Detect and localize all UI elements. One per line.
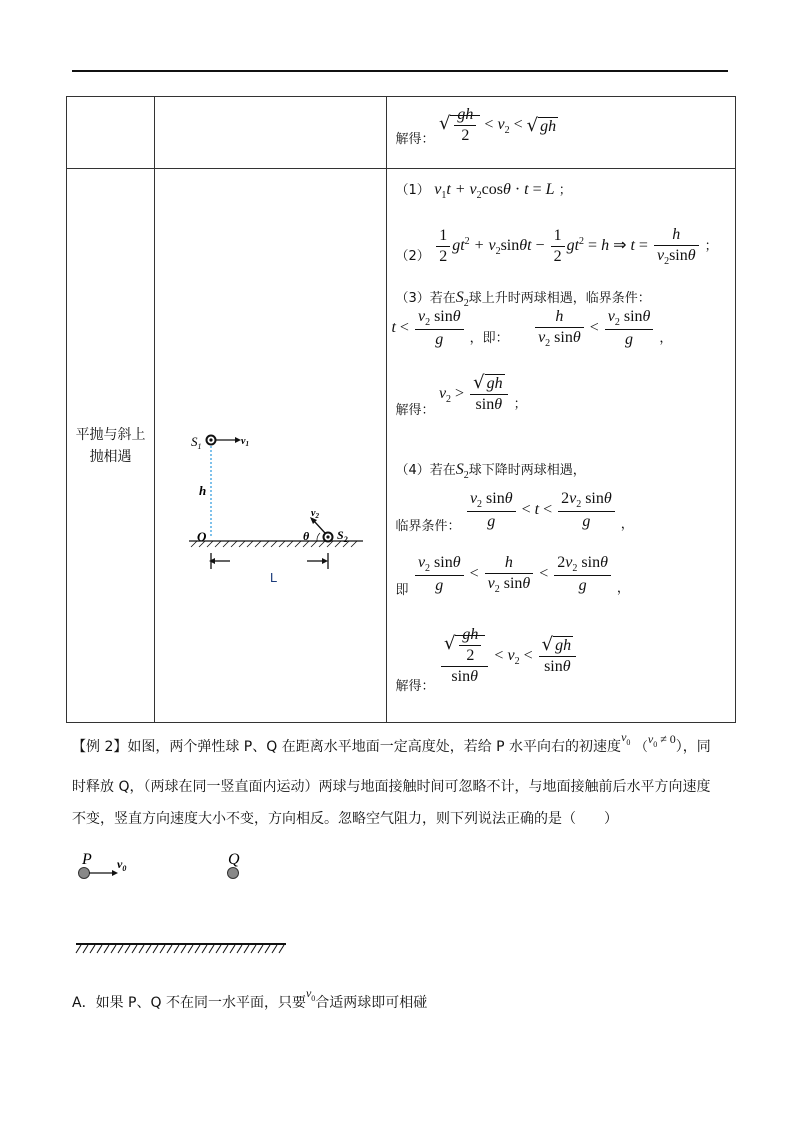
eq-3: t < $\frac{v_2 \sin\theta}{g}$ ，即： $\frac{h}{v_2 \sin\theta}$ < $\frac{v_2 \sin\theta}{g}$ ， — [391, 308, 673, 349]
item3-text: （3）若在$S_2$球上升时两球相遇，临界条件： — [395, 289, 651, 309]
eq-4: 临界条件： $\frac{v_2 \sin\theta}{g}$ < t < $\frac{2v_2 \sin\theta}{g}$ ， — [395, 490, 634, 535]
label-s1: $S_1$ — [191, 434, 202, 451]
projectile-diagram — [155, 169, 387, 723]
eq-3-result: 解得： $v_2$ > $\frac{√ gh}{\sin\theta}$ ； — [395, 372, 527, 418]
header-rule — [72, 70, 728, 72]
solution-cell — [387, 97, 736, 169]
arrow-v2 — [314, 521, 325, 533]
label-o: O — [197, 529, 207, 544]
ball-p — [79, 868, 90, 879]
summary-table — [66, 96, 736, 723]
category-cell — [67, 169, 155, 723]
label-s2: $S_2$ — [337, 528, 348, 544]
ground-hatch-2 — [74, 944, 288, 954]
pq-diagram — [72, 846, 272, 896]
diagram-cell — [155, 97, 387, 169]
example-line-1: 【例 2】如图，两个弹性球 P、Q 在距离水平地面一定高度处，若给 P 水平向右的初速度$v_0$ $(v_0 \ne 0)$，同 — [72, 730, 711, 755]
eq-2: （2） $\frac{1}{2}$ $gt^2 + v_2\sin\theta t$ − $\frac{1}{2}$ $gt^2 = h$ ⇒ t = $\frac{h}{v_2\sin\theta}$ ； — [395, 226, 718, 267]
ball-q — [228, 868, 239, 879]
category-label: 平抛与斜上抛相遇 — [75, 426, 146, 465]
eq-1: （1） $v_1t + v_2\cos\theta \cdot t = L$ ； — [395, 181, 572, 201]
label-theta: θ — [303, 529, 310, 543]
label-v1: $v_1$ — [241, 436, 250, 448]
item4-text: （4）若在$S_2$球下降时两球相遇， — [395, 461, 586, 481]
eq-4-ji: 即 $\frac{v_2 \sin\theta}{g}$ < $\frac{h}{v_2 \sin\theta}$ < $\frac{2v_2 \sin\theta}{g}$ ， — [395, 554, 630, 599]
label-p: P — [82, 851, 92, 868]
example-line-3: 不变，竖直方向速度大小不变，方向相反。忽略空气阻力，则下列说法正确的是（ ） — [72, 811, 618, 827]
label-l: L — [270, 570, 278, 585]
diagram-cell — [155, 169, 387, 723]
eq-4-result: 解得： √ $\frac{gh}{2}$ sinθ < $v_2$ < $\frac{√ gh}{\sin\theta}$ — [395, 625, 578, 687]
option-a: A．如果 P、Q 不在同一水平面，只要$v_0$合适两球即可相碰 — [72, 986, 428, 1011]
ground-hatch — [191, 541, 357, 547]
label-v2: $v_2$ — [311, 508, 320, 520]
row1-result: 解得： √ $\frac{gh}{2}$ < $v_2$ < √ gh — [395, 106, 557, 148]
label-v0: $v_0$ — [117, 857, 127, 873]
example-line-2: 时释放 Q，（两球在同一竖直面内运动）两球与地面接触时间可忽略不计，与地面接触前后水平方向速度 — [72, 779, 711, 795]
label-h: h — [199, 483, 207, 498]
solution-cell — [387, 169, 736, 723]
label-q: Q — [228, 851, 240, 868]
table-row — [67, 169, 736, 723]
table-row — [67, 97, 736, 169]
category-cell — [67, 97, 155, 169]
